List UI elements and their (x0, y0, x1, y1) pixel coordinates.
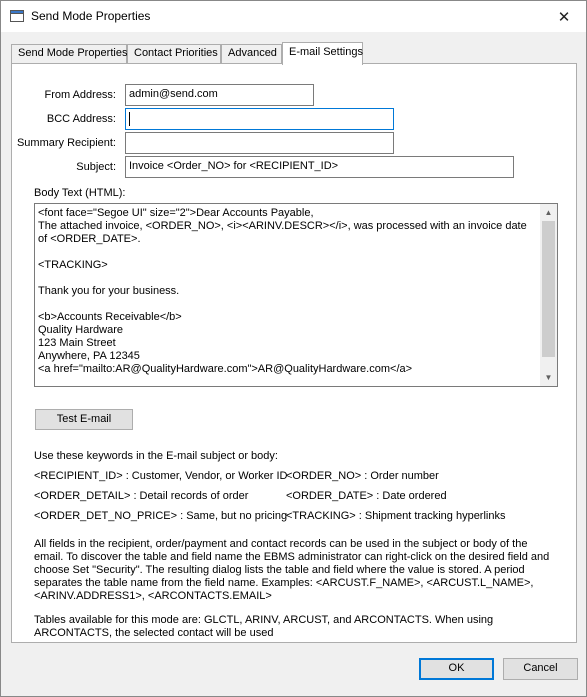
scroll-down-arrow-icon[interactable]: ▼ (544, 373, 553, 382)
bcc-address-input[interactable] (125, 108, 394, 130)
body-scrollbar[interactable] (540, 204, 557, 386)
tables-help-text: Tables available for this mode are: GLCTL, ARINV, ARCUST, and ARCONTACTS. When using ARCONTACTS, the selected contact will be used (34, 614, 494, 639)
keyword-order-date: <ORDER_DATE> : Date ordered (286, 490, 447, 502)
scroll-up-arrow-icon[interactable]: ▲ (544, 208, 553, 217)
title-bar[interactable] (1, 1, 586, 32)
window-title: Send Mode Properties (31, 9, 151, 23)
keyword-recipient-id: <RECIPIENT_ID> : Customer, Vendor, or Worker ID (34, 470, 288, 482)
tab-advanced[interactable]: Advanced (221, 44, 282, 64)
tab-email-settings[interactable]: E-mail Settings (282, 42, 363, 65)
subject-label: Subject: (76, 161, 116, 173)
cancel-button[interactable]: Cancel (503, 658, 578, 680)
app-window-icon (10, 10, 24, 22)
scroll-thumb[interactable] (542, 221, 555, 357)
subject-input[interactable]: Invoice <Order_NO> for <RECIPIENT_ID> (125, 156, 514, 178)
close-button[interactable] (542, 1, 586, 32)
summary-recipient-label: Summary Recipient: (16, 137, 116, 149)
keywords-intro: Use these keywords in the E-mail subject or body: (34, 450, 278, 462)
text-caret (129, 112, 130, 126)
body-text-area[interactable] (34, 203, 558, 387)
keyword-order-detail: <ORDER_DETAIL> : Detail records of order (34, 490, 249, 502)
summary-recipient-input[interactable] (125, 132, 394, 154)
ok-button[interactable]: OK (419, 658, 494, 680)
close-icon: ✕ (557, 8, 571, 26)
from-address-input[interactable]: admin@send.com (125, 84, 314, 106)
keyword-tracking: <TRACKING> : Shipment tracking hyperlinks (286, 510, 506, 522)
tab-send-mode-properties[interactable]: Send Mode Properties (11, 44, 127, 64)
keyword-order-no: <ORDER_NO> : Order number (286, 470, 439, 482)
body-text-content[interactable]: <font face="Segoe UI" size="2">Dear Accounts Payable, The attached invoice, <ORDER_NO>, <i><ARINV.DESCR></i>, was processed with an invoice date of <ORDER_DATE>. <TRACKING> Thank you for your business. <b>Accounts Receivable</b> Quality Hardware 123 Main Street Anywhere, PA 12345 <a href="mailto:AR@QualityHardware.com">AR@QualityHardware.com</a> (38, 207, 527, 375)
fields-help-text: All fields in the recipient, order/payment and contact records can be used in the subject or body of the email. To discover the table and field name the EBMS administrator can right-click on the desired field and choose Set "Security". The resulting dialog lists the table and field where the value is stored. A period separates the table name from the field name. Examples: <ARCUST.F_NAME>, <ARCUST.L_NAME>, <ARINV.ADDRESS1>, <ARCONTACTS.EMAIL> (34, 538, 550, 602)
test-email-button[interactable]: Test E-mail (35, 409, 133, 430)
tab-contact-priorities[interactable]: Contact Priorities (127, 44, 221, 64)
from-address-label: From Address: (44, 89, 116, 101)
bcc-address-label: BCC Address: (46, 113, 116, 125)
body-text-label: Body Text (HTML): (34, 187, 126, 199)
keyword-order-det-no-price: <ORDER_DET_NO_PRICE> : Same, but no pricing (34, 510, 288, 522)
email-settings-panel (11, 63, 577, 643)
